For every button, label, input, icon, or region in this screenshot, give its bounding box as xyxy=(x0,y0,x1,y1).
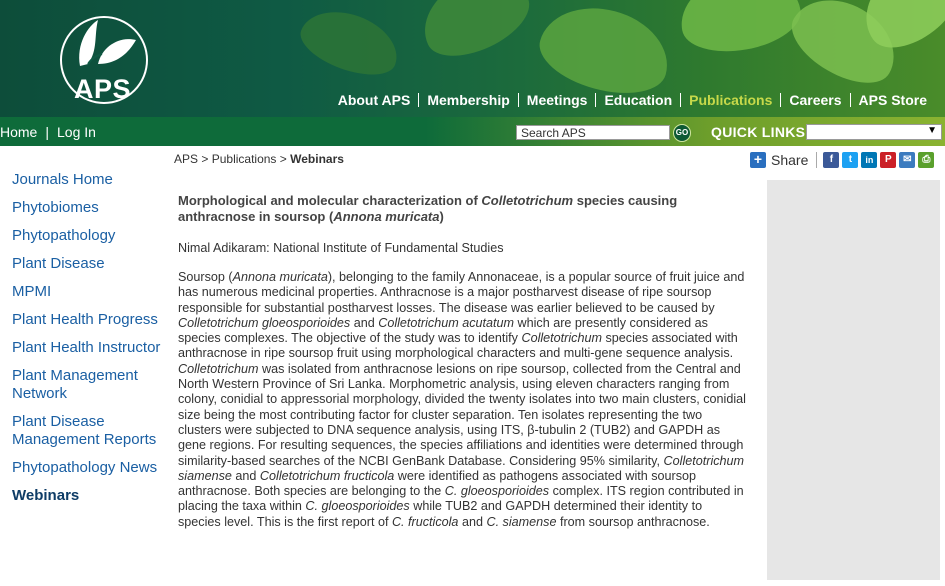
nav-membership[interactable]: Membership xyxy=(427,92,510,108)
abstract-text: and xyxy=(458,514,487,529)
nav-aps-store[interactable]: APS Store xyxy=(858,92,927,108)
abstract-text: and xyxy=(350,315,379,330)
abstract-text: was isolated from anthracnose lesions on ripe soursop, collected from the Central and North Western Province of Sri Lanka. Morphometric analysis, using eleven characters ranging from colony, conidial to appressorial morphology, divided the twenty isolates into two main clusters, conidial size being the most contributing factor for cluster separation. Ten isolates representing the two clusters were subjected to DNA sequence analysis, using ITS, β-tubulin 2 (TUB2) and GAPDH as gene regions. For resulting sequences, the species affiliations and identities were determined through similarity-based searches of the NCBI GenBank Database. Considering 95% similarity, xyxy=(178,361,746,468)
share-plus-icon[interactable]: + xyxy=(750,152,766,168)
title-part: ) xyxy=(439,209,444,224)
share-divider xyxy=(816,152,817,168)
abstract-text: ), belonging to the family Annonaceae, is a popular source of fruit juice and has numerous medicinal properties. Anthracnose is a major postharvest disease of ripe soursop responsible for substantial postharvest losses. The disease was earlier believed to be caused by xyxy=(178,270,745,315)
linkedin-icon[interactable]: in xyxy=(861,152,877,168)
sidebar-item-journals-home[interactable]: Journals Home xyxy=(12,171,113,188)
nav-education[interactable]: Education xyxy=(604,92,673,108)
sidebar-item-phytopathology-news[interactable]: Phytopathology News xyxy=(12,459,158,476)
header-banner xyxy=(0,0,945,117)
sidebar-item-phytopathology[interactable]: Phytopathology xyxy=(12,227,116,244)
quick-links-select[interactable] xyxy=(806,124,942,140)
sidebar-item-plant-health-instructor[interactable]: Plant Health Instructor xyxy=(12,339,161,356)
top-navigation xyxy=(330,92,935,108)
abstract-text: while TUB2 and GAPDH determined their identity to species level. This is the first report of xyxy=(178,499,703,529)
journals-sidebar xyxy=(12,171,162,515)
abstract-italic-term: C. fructicola xyxy=(391,514,459,529)
nav-publications[interactable]: Publications xyxy=(689,92,773,108)
nav-about-aps[interactable]: About APS xyxy=(337,92,411,108)
abstract-text: species associated with anthracnose in ripe soursop fruit using morphological characters and multi-gene sequence analysis. xyxy=(178,331,738,361)
sidebar-item-plant-management-network[interactable]: Plant Management Network xyxy=(12,367,138,402)
nav-meetings[interactable]: Meetings xyxy=(526,92,588,108)
leaf-decoration xyxy=(410,0,539,70)
share-label[interactable]: Share xyxy=(771,152,809,168)
leaf-decoration xyxy=(294,0,407,85)
abstract-text: were identified as pathogens associated with soursop anthracnose. Both species are belonging to the xyxy=(178,468,697,499)
twitter-icon[interactable]: t xyxy=(842,152,858,168)
article-author: Nimal Adikaram: National Institute of Fundamental Studies xyxy=(178,241,504,255)
breadcrumb-current: Webinars xyxy=(290,152,344,166)
abstract-italic-term: C. gloeosporioides xyxy=(444,484,550,499)
breadcrumb-separator: > xyxy=(201,152,209,166)
share-bar xyxy=(750,152,937,168)
logo-text: APS xyxy=(74,74,132,104)
sidebar-item-plant-disease[interactable]: Plant Disease xyxy=(12,255,105,272)
leaf-decoration xyxy=(532,0,678,105)
title-part: Morphological and molecular characterization of xyxy=(178,193,482,208)
abstract-italic-term: Annona muricata xyxy=(232,270,328,284)
quick-links-label: QUICK LINKS xyxy=(711,124,806,140)
leaf-decoration xyxy=(674,0,805,60)
breadcrumb-publications[interactable]: Publications xyxy=(211,152,277,166)
sidebar-item-plant-disease-management-reports[interactable]: Plant Disease Management Reports xyxy=(12,413,157,448)
home-link[interactable]: Home xyxy=(0,124,38,140)
article-title xyxy=(178,193,746,225)
breadcrumb-aps[interactable]: APS xyxy=(174,152,199,166)
link-divider: | xyxy=(45,124,49,140)
utility-bar xyxy=(0,117,945,146)
sidebar-item-mpmi[interactable]: MPMI xyxy=(12,283,52,300)
pinterest-icon[interactable]: P xyxy=(880,152,896,168)
abstract-italic-term: Colletotrichum xyxy=(178,361,259,376)
search-input[interactable] xyxy=(516,125,670,140)
sidebar-item-webinars[interactable]: Webinars xyxy=(12,487,80,504)
account-links xyxy=(0,124,96,140)
abstract-text: complex. ITS region contributed in placing the taxa within xyxy=(178,484,744,514)
abstract-text: which are presently considered as species complexes. The objective of the study was to identify xyxy=(178,315,708,346)
abstract-italic-term: Colletotrichum siamense xyxy=(178,453,745,483)
title-part: species causing anthracnose in soursop ( xyxy=(178,193,678,224)
sidebar-item-phytobiomes[interactable]: Phytobiomes xyxy=(12,199,99,216)
abstract-italic-term: C. siamense xyxy=(486,514,557,529)
search-go-button[interactable]: GO xyxy=(673,124,691,142)
abstract-italic-term: Colletotrichum gloeosporioides xyxy=(178,315,351,330)
right-ad-panel xyxy=(767,180,940,580)
breadcrumb xyxy=(174,152,344,166)
abstract-italic-term: Colletotrichum xyxy=(521,331,602,346)
login-link[interactable]: Log In xyxy=(57,124,96,140)
nav-careers[interactable]: Careers xyxy=(789,92,842,108)
abstract-text: from soursop anthracnose. xyxy=(556,514,710,529)
facebook-icon[interactable]: f xyxy=(823,152,839,168)
abstract-italic-term: Colletotrichum fructicola xyxy=(259,468,395,483)
dropdown-arrow-icon: ▼ xyxy=(927,125,937,136)
sidebar-item-plant-health-progress[interactable]: Plant Health Progress xyxy=(12,311,158,328)
breadcrumb-separator: > xyxy=(279,152,287,166)
abstract-text: Soursop ( xyxy=(178,270,233,284)
abstract-italic-term: C. gloeosporioides xyxy=(305,499,410,514)
title-part-italic: Colletotrichum xyxy=(481,193,574,208)
abstract-text: and xyxy=(231,468,260,483)
main-content xyxy=(178,193,746,530)
abstract-italic-term: Colletotrichum acutatum xyxy=(378,315,515,330)
email-icon[interactable]: ✉ xyxy=(899,152,915,168)
print-icon[interactable]: ⎙ xyxy=(918,152,934,168)
article-abstract xyxy=(178,270,746,530)
title-part-italic: Annona muricata xyxy=(333,209,440,224)
